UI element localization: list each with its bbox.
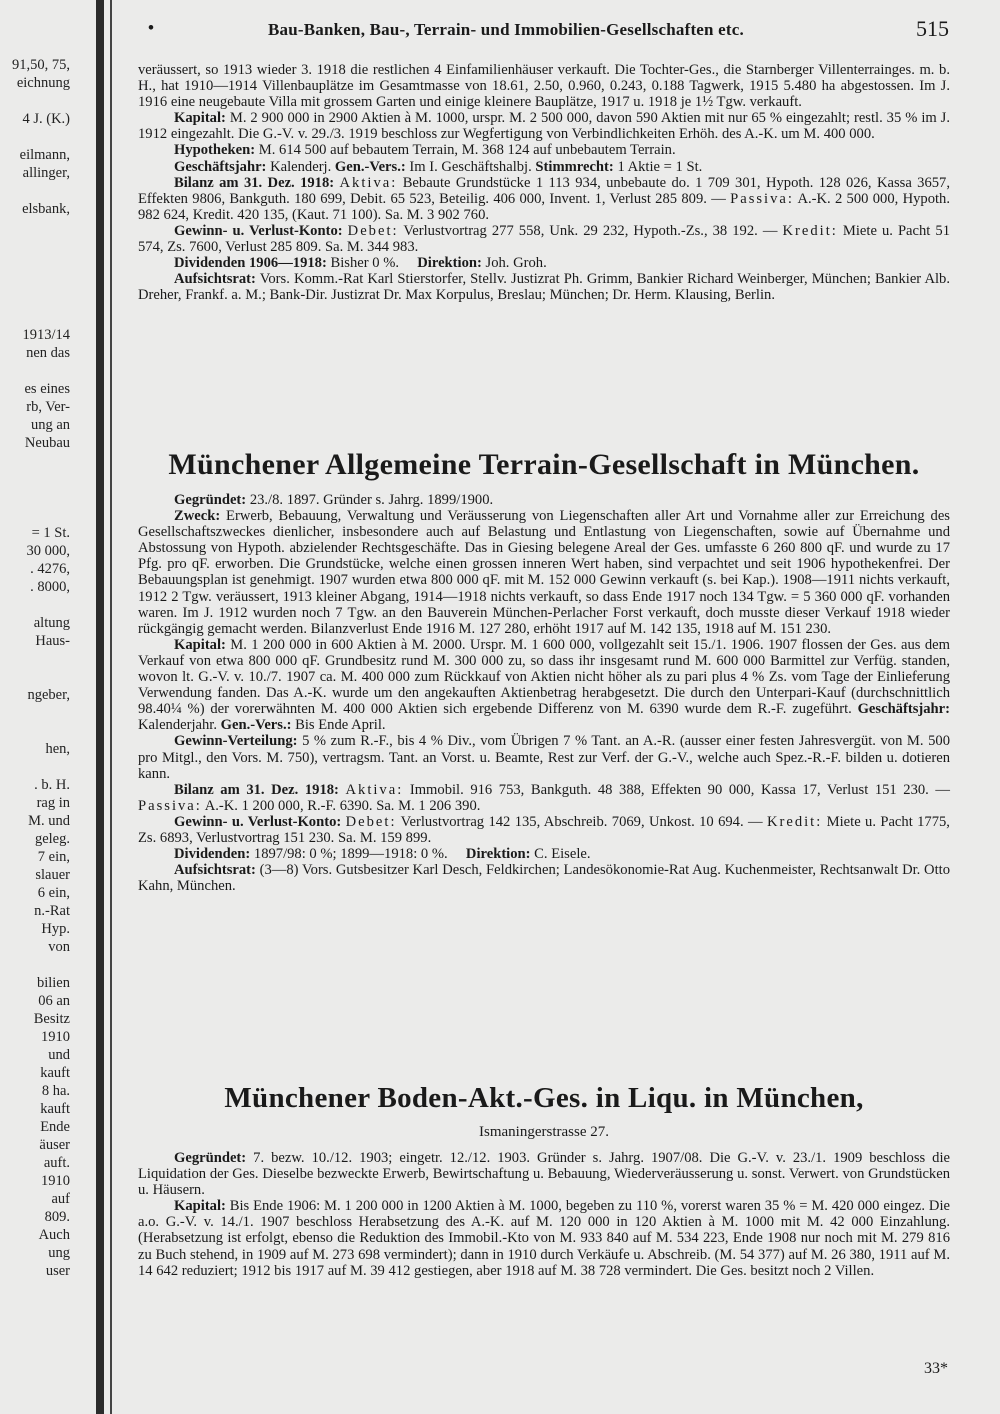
guv-paragraph [138, 814, 950, 846]
kapital-paragraph [138, 1198, 950, 1278]
fragment-line [0, 470, 70, 488]
gewinnverteilung-paragraph [138, 733, 950, 781]
adjacent-page-fragments [0, 56, 70, 1414]
dividenden-paragraph [138, 846, 950, 862]
fragment-line: Ende [40, 1119, 70, 1135]
debet-text: Verlustvortrag 142 135, Abschreib. 7069, Unkost. 10 694. — [400, 813, 763, 830]
fragment-line [0, 290, 70, 308]
fragment-line: allinger, [22, 165, 70, 181]
fragment-line: rag in [36, 795, 70, 811]
fragment-line [0, 182, 70, 200]
kredit-text: Miete u. Pacht 51 574, Zs. 7600, Verlust 285 809. Sa. M. 344 983. [138, 222, 950, 256]
dividenden-paragraph [138, 255, 950, 271]
fragment-line: 1910 [41, 1173, 70, 1189]
fragment-line: auft. [43, 1155, 70, 1171]
fragment-line: Auch [38, 1227, 70, 1243]
fragment-line: user [45, 1263, 70, 1279]
fragment-line: rb, Ver- [26, 399, 70, 415]
fragment-line: 8 ha. [41, 1083, 70, 1099]
geschaeftsjahr-label: Geschäftsjahr: [174, 158, 267, 175]
kapital-paragraph [138, 637, 950, 734]
dividenden-label: Dividenden: [174, 846, 251, 863]
gegruendet-paragraph [138, 492, 950, 508]
gegruendet-text: 23./8. 1897. Gründer s. Jahrg. 1899/1900. [249, 492, 494, 508]
fragment-line: 6 ein, [37, 885, 70, 901]
fragment-line: Besitz [33, 1011, 70, 1027]
fragment-line [0, 596, 70, 614]
aktiva-text: Immobil. 916 753, Bankguth. 48 388, Effekten 90 000, Kassa 17, Verlust 151 230. — [409, 781, 950, 798]
stimmrecht-label: Stimmrecht: [535, 158, 614, 175]
fragment-line [0, 758, 70, 776]
fragment-line [0, 272, 70, 290]
fragment-line: altung [33, 615, 70, 631]
kapital-text: M. 2 900 000 in 2900 Aktien à M. 1000, urspr. M. 2 500 000, davon 590 Aktien mit nur 65 % eingezahlt; restl. 35 % im J. 1912 eingezahlt. Die G.-V. v. 29./3. 1919 beschloss zur Wegfertigung von Verbindlichkeiten Erhöh. des A.-K. um M. 400 000. [138, 110, 950, 143]
fragment-line: eilmann, [19, 147, 70, 163]
zweck-label: Zweck: [174, 508, 221, 525]
aufsichtsrat-paragraph [138, 862, 950, 894]
bilanz-label: Bilanz am 31. Dez. 1918: [174, 781, 339, 798]
fragment-line: 06 an [38, 993, 70, 1009]
fragment-line: M. und [28, 813, 70, 829]
binding-rule-thick [96, 0, 104, 1414]
gegruendet-text: 7. bezw. 10./12. 1903; eingetr. 12./12. 1903. Gründer s. Jahrg. 1907/08. Die G.-V. v. 23./1. 1909 beschloss die Liquidation der Ges. Dieselbe bezweckte Erwerb, Bewirtschaftung u. Bebauung, Wiederveräusserung u. sonst. Verwert. von Grundstücken u. Häusern. [138, 1150, 950, 1199]
fragment-line: nen das [26, 345, 70, 361]
fragment-line: und [48, 1047, 70, 1063]
bilanz-paragraph [138, 175, 950, 223]
section-title-terrain: Münchener Allgemeine Terrain-Gesellschaft in München. [168, 448, 920, 481]
debet-text: Verlustvortrag 277 558, Unk. 29 232, Hypoth.-Zs., 38 192. — [403, 222, 778, 239]
fragment-line [0, 236, 70, 254]
fragment-line [0, 128, 70, 146]
gewinnverteilung-text: 5 % zum R.-F., bis 4 % Div., vom Übrigen 7 % Tant. an A.-R. (ausser einer festen Jahresvergüt. von M. 500 pro Mitgl., den Vors. M. 750), vertragsm. Tant. an Vorst. u. Beamte, Rest zur Verf. der G.-V., welche auch Spez.-R.-F. bilden u. dotieren kann. [138, 733, 950, 782]
fragment-line [0, 668, 70, 686]
geschaeftsjahr-text: Kalenderjahr. [138, 717, 218, 734]
fragment-line: ngeber, [27, 687, 70, 703]
signature-mark: 33* [924, 1360, 948, 1377]
gewinnverteilung-label: Gewinn-Verteilung: [174, 733, 298, 750]
fragment-line: n.-Rat [34, 903, 70, 919]
kapital-label: Kapital: [174, 110, 226, 127]
fragment-line [0, 92, 70, 110]
gegruendet-paragraph [138, 1150, 950, 1198]
fragment-line [0, 506, 70, 524]
geschaeftsjahr-label: Geschäftsjahr: [857, 701, 950, 718]
direktion-label: Direktion: [465, 846, 531, 863]
aktiva-word: Aktiva: [339, 174, 398, 191]
fragment-line: 91,50, 75, [12, 57, 70, 73]
fragment-line: Haus- [35, 633, 70, 649]
kredit-text: Miete u. Pacht 1775, Zs. 6893, Verlustvortrag 151 230. Sa. M. 159 899. [138, 813, 950, 846]
fragment-line: 4 J. (K.) [22, 111, 70, 127]
fragment-line: ung an [30, 417, 70, 433]
fragment-line: = 1 St. [31, 525, 70, 541]
zweck-paragraph [138, 508, 950, 637]
genvers-text: Bis Ende April. [295, 717, 386, 734]
section-address: Ismaningerstrasse 27. [479, 1124, 609, 1140]
fragment-line: slauer [35, 867, 70, 883]
fragment-line [0, 308, 70, 326]
kredit-word: Kredit: [766, 813, 823, 830]
fragment-line [0, 650, 70, 668]
running-header [138, 16, 953, 46]
guv-label: Gewinn- u. Verlust-Konto: [174, 813, 342, 830]
fragment-line: Hyp. [41, 921, 70, 937]
passiva-word: Passiva: [730, 190, 794, 207]
kapital-paragraph [138, 110, 950, 142]
aufsichtsrat-label: Aufsichtsrat: [174, 862, 256, 879]
fragment-line: elsbank, [22, 201, 70, 217]
genvers-label: Gen.-Vers.: [220, 717, 292, 734]
fragment-line: bilien [36, 975, 70, 991]
debet-word: Debet: [347, 222, 399, 239]
geschaeftsjahr-paragraph [138, 159, 950, 175]
header-bullet: • [148, 18, 154, 37]
fragment-line [0, 362, 70, 380]
section-title-boden: Münchener Boden-Akt.-Ges. in Liqu. in München, [224, 1082, 864, 1114]
direktion-text: Joh. Groh. [485, 255, 547, 272]
fragment-line: 809. [44, 1209, 70, 1225]
fragment-line: . 8000, [30, 579, 70, 595]
hypotheken-paragraph [138, 142, 950, 158]
fragment-line: äuser [39, 1137, 70, 1153]
passiva-text: A.-K. 1 200 000, R.-F. 6390. Sa. M. 1 206 390. [204, 797, 481, 814]
aktiva-word: Aktiva: [345, 781, 404, 798]
bilanz-label: Bilanz am 31. Dez. 1918: [174, 174, 335, 191]
fragment-line: geleg. [34, 831, 70, 847]
fragment-line [0, 254, 70, 272]
fragment-line: 1910 [41, 1029, 70, 1045]
passiva-text: A.-K. 2 500 000, Hypoth. 982 624, Kredit. 420 135, (Kaut. 71 100). Sa. M. 3 902 760. [138, 190, 950, 223]
genvers-text: Im I. Geschäftshalbj. [409, 158, 532, 175]
fragment-line [0, 722, 70, 740]
kapital-text: Bis Ende 1906: M. 1 200 000 in 1200 Aktien à M. 1000, begeben zu 110 %, vorerst waren 35 % = M. 420 000 eingez. Die a.o. G.-V. v. 14./1. 1907 beschloss Herabsetzung des A.-K. auf M. 120 000 in 120 Aktien à M. 1000 mit M. 42 000 Einzahlung. (Herabsetzung ist erfolgt, ebenso die Reduktion des Immobil.-Kto von M. 933 840 auf M. 534 223, Ende 1908 nur noch mit M. 279 816 zu Buch stehend, in 1909 auf M. 273 698 vermindert); dann in 1910 durch Verkäufe u. Abschreib. (M. 54 377) auf M. 26 380, 1911 auf M. 14 642 reduziert; 1912 bis 1917 auf M. 39 412 gestiegen, aber 1918 auf M. 38 728 vermindert. Die Ges. besitzt noch 2 Villen. [138, 1198, 950, 1279]
guv-paragraph [138, 223, 950, 255]
fragment-line [0, 218, 70, 236]
kredit-word: Kredit: [782, 222, 838, 239]
direktion-label: Direktion: [417, 255, 482, 272]
gegruendet-label: Gegründet: [174, 492, 247, 508]
genvers-label: Gen.-Vers.: [334, 158, 406, 175]
aufsichtsrat-text: (3—8) Vors. Gutsbesitzer Karl Desch, Feldkirchen; Landesökonomie-Rat Aug. Kuchenmeister, Rechtsanwalt Dr. Otto Kahn, München. [138, 862, 950, 895]
debet-word: Debet: [345, 813, 397, 830]
geschaeftsjahr-text: Kalenderj. [270, 158, 332, 175]
kapital-label: Kapital: [174, 636, 226, 653]
zweck-text: Erwerb, Bebauung, Verwaltung und Veräusserung von Liegenschaften aller Art und Vornahme aller zur Erreichung des Gesellschaftszweckes dienlicher, insbesondere auch auf Belastung und Entlastung von Liegenschaften, sowie auf Übernahme und Abstossung von Hypoth. abzielender Rechtsgeschäfte. Das in Giesing belegene Areal der Ges. umfasste 6 260 800 qF. und wurde zu 17 Pfg. pro qF. erworben. Die Grundstücke, welche einen grossen inneren Wert haben, sind verpachtet und seit 1906 hypothekenfrei. Der Bebauungsplan ist genehmigt. 1907 wurden etwa 800 000 qF. mit M. 152 000 Gewinn verkauft (s. bei Kap.). 1908—1911 nichts verkauft, 1912 2 Tgw. veräussert, 1913 kleiner Abgang, 1914—1918 nichts verkauft, so dass Ende 1917 noch 134 Tgw. = 5 360 000 qF. vorhanden waren. Im J. 1912 wurden noch 7 Tgw. an den Bauverein München-Perlacher Forst verkauft, doch musste dieser Verkauf 1918 wieder rückgängig gemacht werden. Bilanzverlust Ende 1916 M. 127 280, erhöht 1917 auf M. 142 135, 1918 auf M. 151 230. [138, 508, 950, 637]
bilanz-paragraph [138, 782, 950, 814]
aktiva-text: Bebaute Grundstücke 1 113 934, unbebaute do. 1 709 301, Hypoth. 128 026, Kassa 3657, Effekten 9806, Bankguth. 180 699, Debit. 65 523, Beteilig. 406 000, Invent. 1, Verlust 285 809. — [138, 174, 951, 207]
aufsichtsrat-label: Aufsichtsrat: [174, 271, 256, 288]
fragment-line: Neubau [24, 435, 70, 451]
aufsichtsrat-paragraph [138, 271, 950, 303]
fragment-line [0, 956, 70, 974]
binding-rule-thin [110, 0, 112, 1414]
fragment-line: . 4276, [30, 561, 70, 577]
fragment-line: 1913/14 [22, 327, 70, 343]
passiva-word: Passiva: [138, 797, 202, 814]
fragment-line [0, 452, 70, 470]
fragment-line [0, 488, 70, 506]
fragment-line: . b. H. [34, 777, 70, 793]
fragment-line: von [48, 939, 70, 955]
hypotheken-label: Hypotheken: [174, 142, 256, 159]
guv-label: Gewinn- u. Verlust-Konto: [174, 222, 343, 239]
aufsichtsrat-text: Vors. Komm.-Rat Karl Stierstorfer, Stellv. Justizrat Ph. Grimm, Bankier Richard Weinberger, München; Bankier Alb. Dreher, Frankf. a. M.; Bank-Dir. Justizrat Dr. Max Korpulus, Breslau; München; Dr. Herm. Klausing, Berlin. [138, 271, 950, 304]
fragment-line: ung [48, 1245, 70, 1261]
stimmrecht-text: 1 Aktie = 1 St. [617, 158, 703, 175]
fragment-line: kauft [40, 1101, 70, 1117]
fragment-line: auf [51, 1191, 70, 1207]
gegruendet-label: Gegründet: [174, 1150, 247, 1166]
direktion-text: C. Eisele. [534, 846, 591, 863]
entry-boden [138, 1150, 950, 1279]
fragment-line: hen, [45, 741, 70, 757]
dividenden-text: Bisher 0 %. [330, 255, 400, 272]
fragment-line: 30 000, [26, 543, 70, 559]
dividenden-label: Dividenden 1906—1918: [174, 255, 327, 272]
kapital-label: Kapital: [174, 1198, 226, 1215]
kapital-text: M. 1 200 000 in 600 Aktien à M. 2000. Urspr. M. 1 600 000, vollgezahlt seit 15./1. 1906. 1907 flossen der Ges. aus dem Verkauf von etwa 800 000 qF. Grundbesitz rund M. 300 000 zu, so dass ihr insgesamt rund M. 600 000 Barmittel zur Verfüg. standen, wovon lt. G.-V. v. 10./7. 1907 ca. M. 400 000 zum Rückkauf von Aktien nicht höher als zu pari plus 4 % Zs. vom Tage der Einlieferung Verwendung fanden. Das A.-K. wurde um den angekauften Aktienbetrag herabgesetzt. Die durch den Unterpari-Kauf (durchschnittlich 98.40¼ %) der vorerwähnten M. 400 000 Aktien sich ergebende Differenz von M. 6390 wurde dem R.-F. zugeführt. [138, 636, 950, 718]
intro-paragraph: veräussert, so 1913 wieder 3. 1918 die restlichen 4 Einfamilienhäuser verkauft. Die Tochter-Ges., die Starnberger Villenterrainges. m. b. H., hat 1910—1914 Villenbauplätze im Gesamtmasse von 18.61, 2.50, 0.960, 0.243, 0.188 Tagwerk, 1915 5.480 ha abgestossen. Im J. 1916 eine neugebaute Villa mit grossem Garten und einige kleinere Bauplätze, 1917 u. 1918 je 1½ Tgw. verkauft. [138, 62, 950, 111]
hypotheken-text: M. 614 500 auf bebautem Terrain, M. 368 124 auf unbebautem Terrain. [258, 142, 676, 159]
fragment-line: es eines [24, 381, 70, 397]
entry-continued [138, 62, 950, 303]
fragment-line [0, 704, 70, 722]
fragment-line: 7 ein, [37, 849, 70, 865]
entry-terrain [138, 492, 950, 894]
dividenden-text: 1897/98: 0 %; 1899—1918: 0 %. [253, 846, 448, 863]
page-number: 515 [916, 16, 949, 41]
header-title: Bau-Banken, Bau-, Terrain- und Immobilien-Gesellschaften etc. [268, 20, 744, 39]
fragment-line: kauft [40, 1065, 70, 1081]
fragment-line: eichnung [16, 75, 70, 91]
